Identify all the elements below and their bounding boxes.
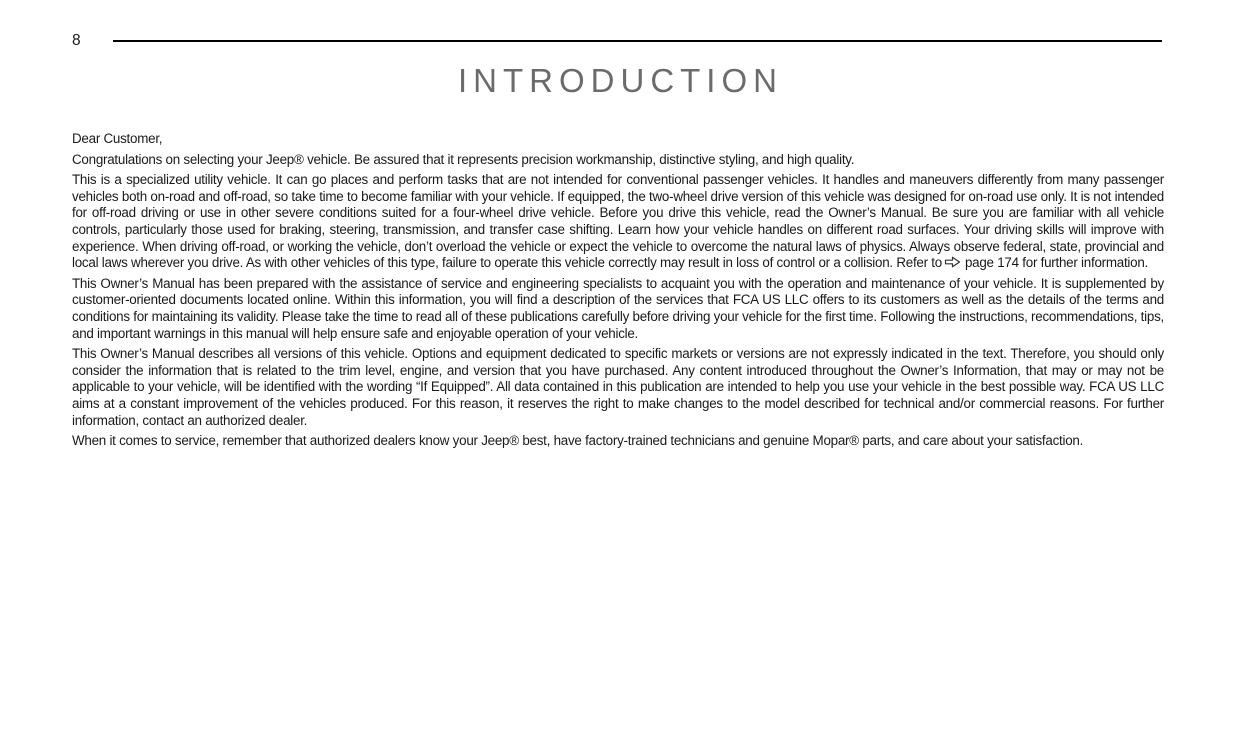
paragraph-manual-prepared: This Owner’s Manual has been prepared with the assistance of service and engineering specialists to acquaint you with the operation and maintenance of your vehicle. It is supplemented by customer-oriented documents located online. Within this information, you will find a description of the services that FCA US LLC offers to its customers as well as the details of the terms and conditions for maintaining its validity. Please take the time to read all of these publications carefully before driving your vehicle for the first time. Following the instructions, recommendations, tips, and important warnings in this manual will help ensure safe and enjoyable operation of your vehicle.	[72, 275, 1164, 341]
paragraph-congratulations: Congratulations on selecting your Jeep® vehicle. Be assured that it represents precision workmanship, distinctive styling, and high quality.	[72, 151, 855, 167]
page-header	[72, 33, 1162, 49]
page-reference-174[interactable]	[942, 255, 1148, 270]
paragraph-salutation: Dear Customer,	[72, 131, 163, 146]
paragraph-text: This is a specialized utility vehicle. It can go places and perform tasks that are not intended for conventional passenger vehicles. It handles and maneuvers differently from many passenger vehicles both on-road and off-road, so take time to become familiar with your vehicle. If equipped, the two-wheel drive version of this vehicle was designed for on-road use only. It is not intended for off-road driving or use in other severe conditions suited for a four-wheel drive vehicle. Before you drive this vehicle, read the Owner’s Manual. Be sure you are familiar with all vehicle controls, particularly those used for braking, steering, transmission, and transfer case shifting. Learn how your vehicle handles on different road surfaces. Your driving skills will improve with experience. When driving off-road, or working the vehicle, don’t overload the vehicle or expect the vehicle to overcome the natural laws of physics. Always observe federal, state, provincial and local laws wherever you drive. As with other vehicles of this type, failure to operate this vehicle correctly may result in loss of control or a collision. Refer to	[72, 172, 1164, 271]
page-reference-label: page 174 for further information.	[964, 255, 1149, 271]
page-number: 8	[72, 32, 81, 49]
header-rule	[113, 40, 1162, 42]
paragraph-specialized-vehicle	[72, 172, 1164, 272]
page-title: INTRODUCTION	[458, 62, 783, 99]
body-text	[72, 131, 1164, 454]
paragraph-service: When it comes to service, remember that authorized dealers know your Jeep® best, have factory-trained technicians and genuine Mopar® parts, and care about your satisfaction.	[72, 433, 1084, 449]
paragraph-versions: This Owner’s Manual describes all versions of this vehicle. Options and equipment dedicated to specific markets or versions are not expressly indicated in the text. Therefore, you should only consider the information that is related to the trim level, engine, and version that you have purchased. Any content introduced throughout the Owner’s Information, that may or may not be applicable to your vehicle, will be identified with the wording “If Equipped”. All data contained in this publication are intended to help you use your vehicle in the best possible way. FCA US LLC aims at a constant improvement of the vehicles produced. For this reason, it reserves the right to make changes to the model described for technical and/or commercial reasons. For further information, contact an authorized dealer.	[72, 346, 1164, 428]
page-reference-arrow-icon	[944, 256, 961, 268]
